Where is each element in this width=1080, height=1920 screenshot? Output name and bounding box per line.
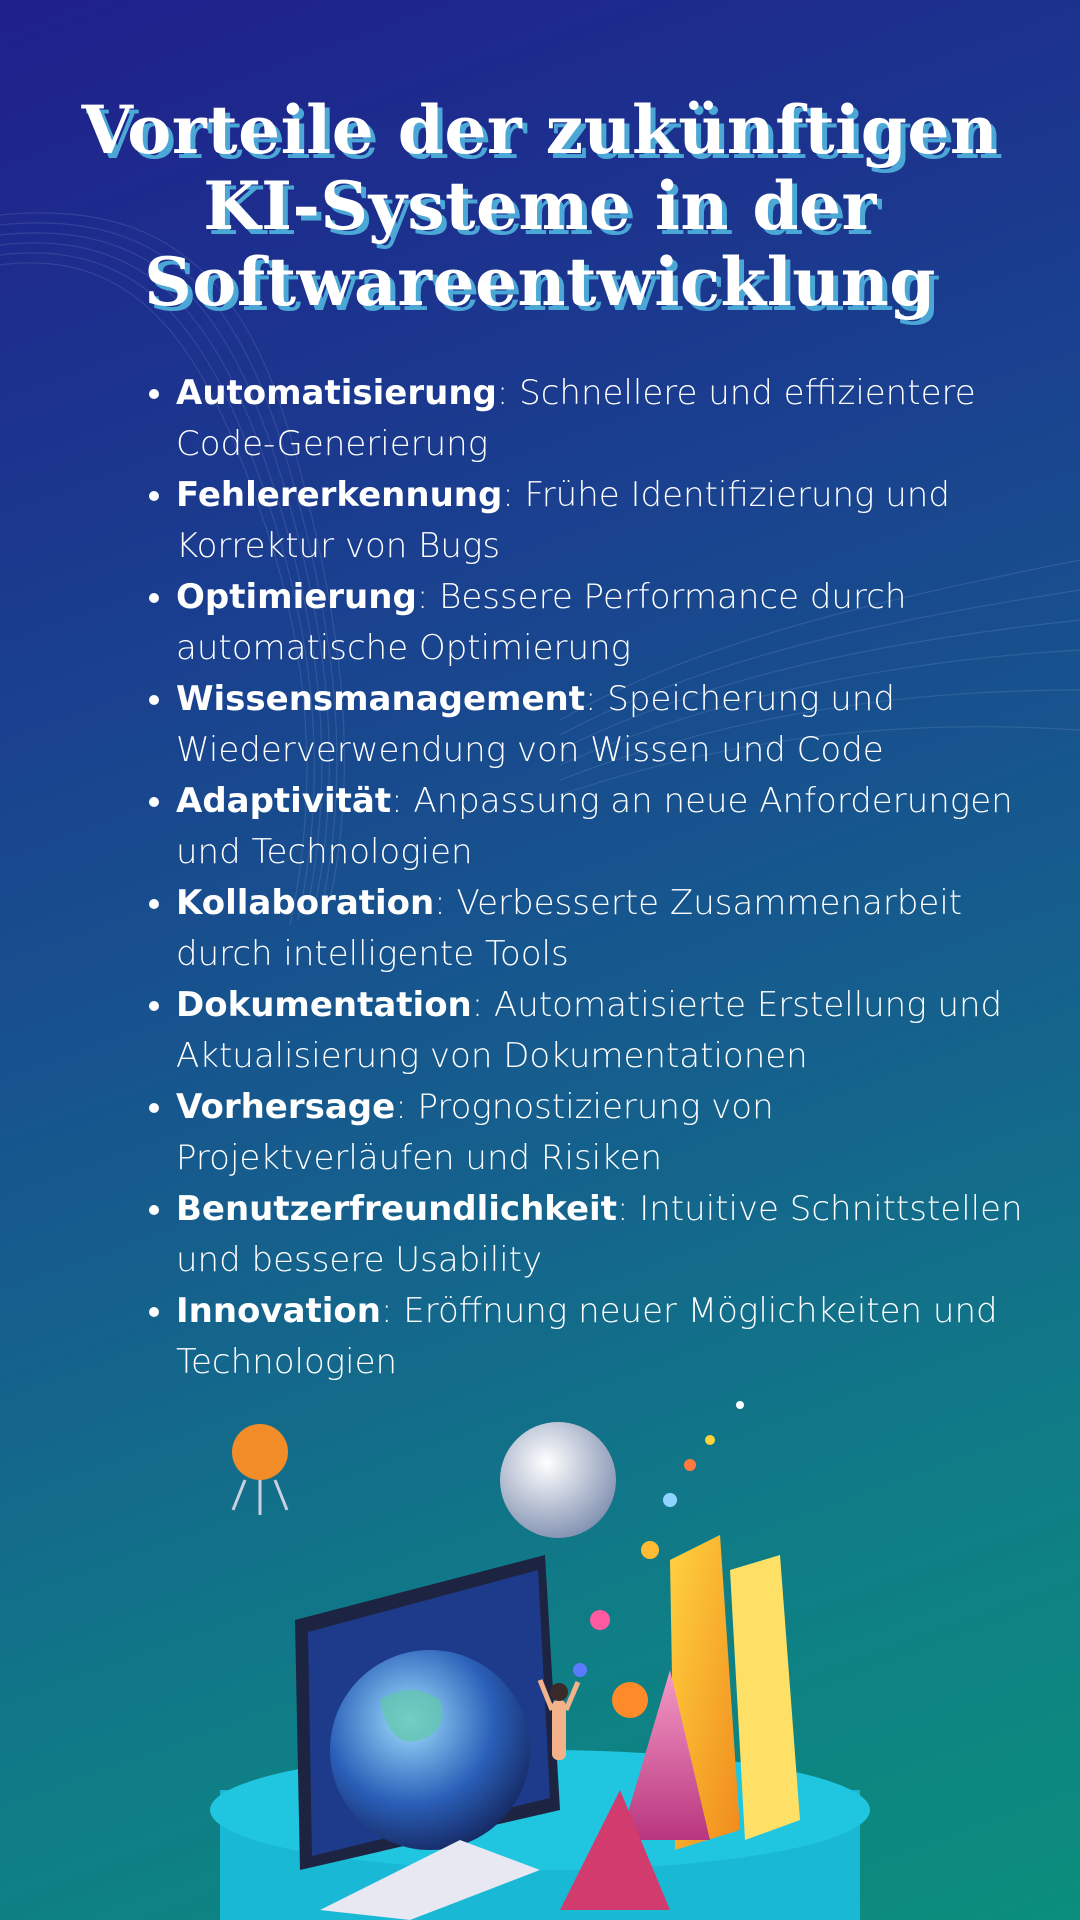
benefit-description: Schnellere und effizientere Code-Generierung [176, 373, 976, 464]
benefit-term: Dokumentation [176, 985, 472, 1025]
benefit-item [176, 674, 1036, 776]
benefit-item [176, 572, 1036, 674]
page-title: Vorteile der zukünftigen KI-Systeme in der Softwareentwicklung [81, 91, 999, 321]
benefit-separator: : [585, 679, 608, 719]
benefit-separator: : [616, 1189, 640, 1229]
benefit-term: Wissensmanagement [176, 679, 585, 719]
benefit-description: Bessere Performance durch automatische Optimierung [176, 577, 907, 668]
benefit-separator: : [395, 1087, 418, 1127]
benefit-description: Anpassung an neue Anforderungen und Technologien [176, 781, 1013, 872]
benefit-separator: : [496, 373, 520, 413]
benefit-description: Verbesserte Zusammenarbeit durch intelligente Tools [176, 883, 963, 974]
benefit-separator: : [434, 883, 457, 923]
benefit-term: Vorhersage [176, 1087, 396, 1127]
benefit-term: Innovation [176, 1291, 381, 1331]
benefit-term: Benutzerfreundlichkeit [176, 1189, 617, 1229]
benefit-separator: : [381, 1291, 404, 1331]
benefit-item [176, 1184, 1036, 1286]
benefit-separator: : [391, 781, 414, 821]
benefit-item [176, 878, 1036, 980]
benefit-separator: : [471, 985, 495, 1025]
benefit-term: Fehlererkennung [176, 475, 503, 515]
benefit-description: Speicherung und Wiederverwendung von Wissen und Code [176, 679, 895, 770]
benefit-item [176, 980, 1036, 1082]
benefit-item [176, 368, 1036, 470]
benefit-description: Automatisierte Erstellung und Aktualisierung von Dokumentationen [176, 985, 1003, 1076]
benefit-item [176, 776, 1036, 878]
benefit-separator: : [502, 475, 525, 515]
benefit-description: Intuitive Schnittstellen und bessere Usability [176, 1189, 1023, 1280]
benefit-list [138, 368, 1036, 1388]
benefit-description: Frühe Identifizierung und Korrektur von Bugs [176, 475, 950, 566]
computer-globe-charts-illustration [200, 1370, 900, 1920]
benefit-item [176, 1082, 1036, 1184]
benefit-term: Adaptivität [176, 781, 392, 821]
benefit-term: Kollaboration [176, 883, 435, 923]
benefit-term: Optimierung [176, 577, 417, 617]
benefit-separator: : [416, 577, 440, 617]
benefit-description: Prognostizierung von Projektverläufen und Risiken [176, 1087, 774, 1178]
benefit-term: Automatisierung [176, 373, 497, 413]
benefit-description: Eröffnung neuer Möglichkeiten und Technologien [176, 1291, 998, 1382]
benefit-item [176, 470, 1036, 572]
